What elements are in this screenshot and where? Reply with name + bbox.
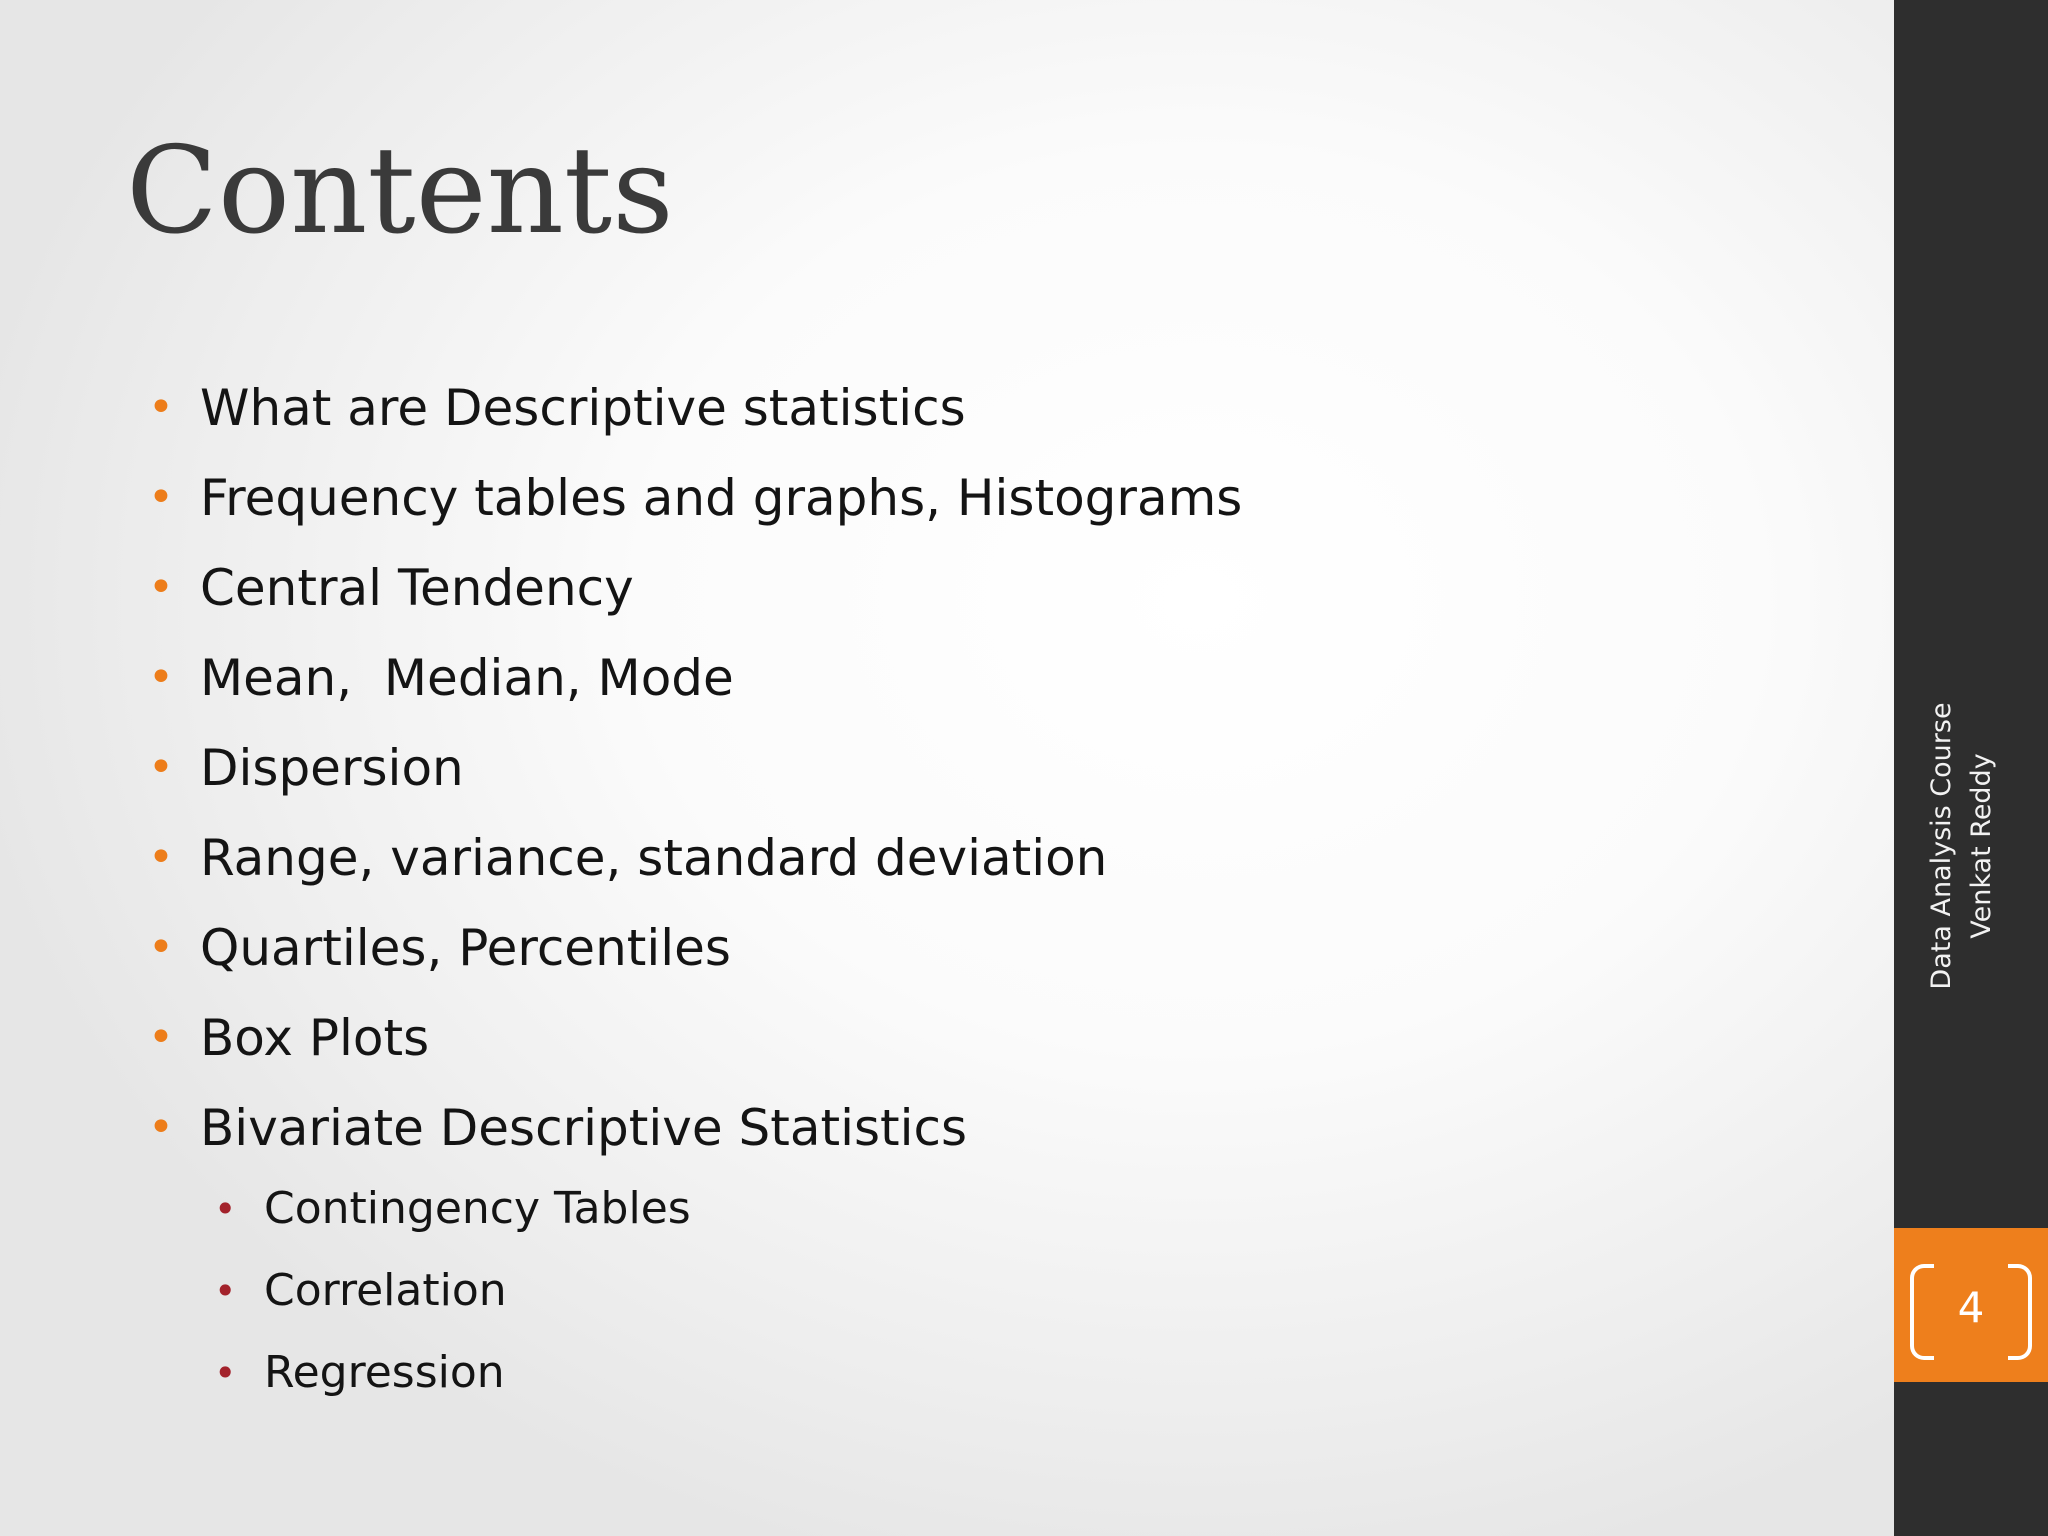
list-item-text: Dispersion (200, 739, 464, 797)
list-item-text: Bivariate Descriptive Statistics (200, 1099, 968, 1157)
list-item-text: Central Tendency (200, 559, 634, 617)
sub-bullet-icon: • (214, 1351, 237, 1395)
list-item (148, 912, 1848, 1002)
sub-bullet-list (148, 1178, 1848, 1424)
list-item-text: Mean, Median, Mode (200, 649, 734, 707)
bullet-icon: • (148, 832, 174, 883)
bullet-icon: • (148, 1102, 174, 1153)
list-item (148, 642, 1848, 732)
list-item (148, 1002, 1848, 1092)
page-number: 4 (1957, 1283, 1985, 1332)
bullet-icon: • (148, 922, 174, 973)
bullet-icon: • (148, 382, 174, 433)
sub-list-item (214, 1260, 1848, 1342)
list-item-text: What are Descriptive statistics (200, 379, 966, 437)
sub-bullet-icon: • (214, 1187, 237, 1231)
list-item-text: Range, variance, standard deviation (200, 829, 1108, 887)
sub-list-item-text: Correlation (264, 1265, 507, 1316)
bullet-icon: • (148, 562, 174, 613)
bullet-list (148, 372, 1848, 1178)
sub-list-item (214, 1178, 1848, 1260)
slide-title: Contents (126, 122, 674, 261)
list-item (148, 822, 1848, 912)
footer-text-rotated (1922, 676, 2002, 1016)
page-number-box (1894, 1228, 2048, 1382)
list-item-text: Frequency tables and graphs, Histograms (200, 469, 1243, 527)
slide-content (148, 372, 1848, 1424)
bullet-icon: • (148, 652, 174, 703)
list-item-text: Box Plots (200, 1009, 430, 1067)
bullet-icon: • (148, 1012, 174, 1063)
list-item (148, 732, 1848, 822)
list-item (148, 462, 1848, 552)
footer-course: Data Analysis Course (1926, 702, 1957, 990)
list-item (148, 1092, 1848, 1178)
sub-list-item (214, 1342, 1848, 1424)
list-item (148, 372, 1848, 462)
list-item-text: Quartiles, Percentiles (200, 919, 731, 977)
sub-list-item-text: Contingency Tables (264, 1183, 691, 1234)
bullet-icon: • (148, 472, 174, 523)
bullet-icon: • (148, 742, 174, 793)
footer-author: Venkat Reddy (1966, 753, 1997, 939)
list-item (148, 552, 1848, 642)
sub-bullet-icon: • (214, 1269, 237, 1313)
sub-list-item-text: Regression (264, 1347, 505, 1398)
